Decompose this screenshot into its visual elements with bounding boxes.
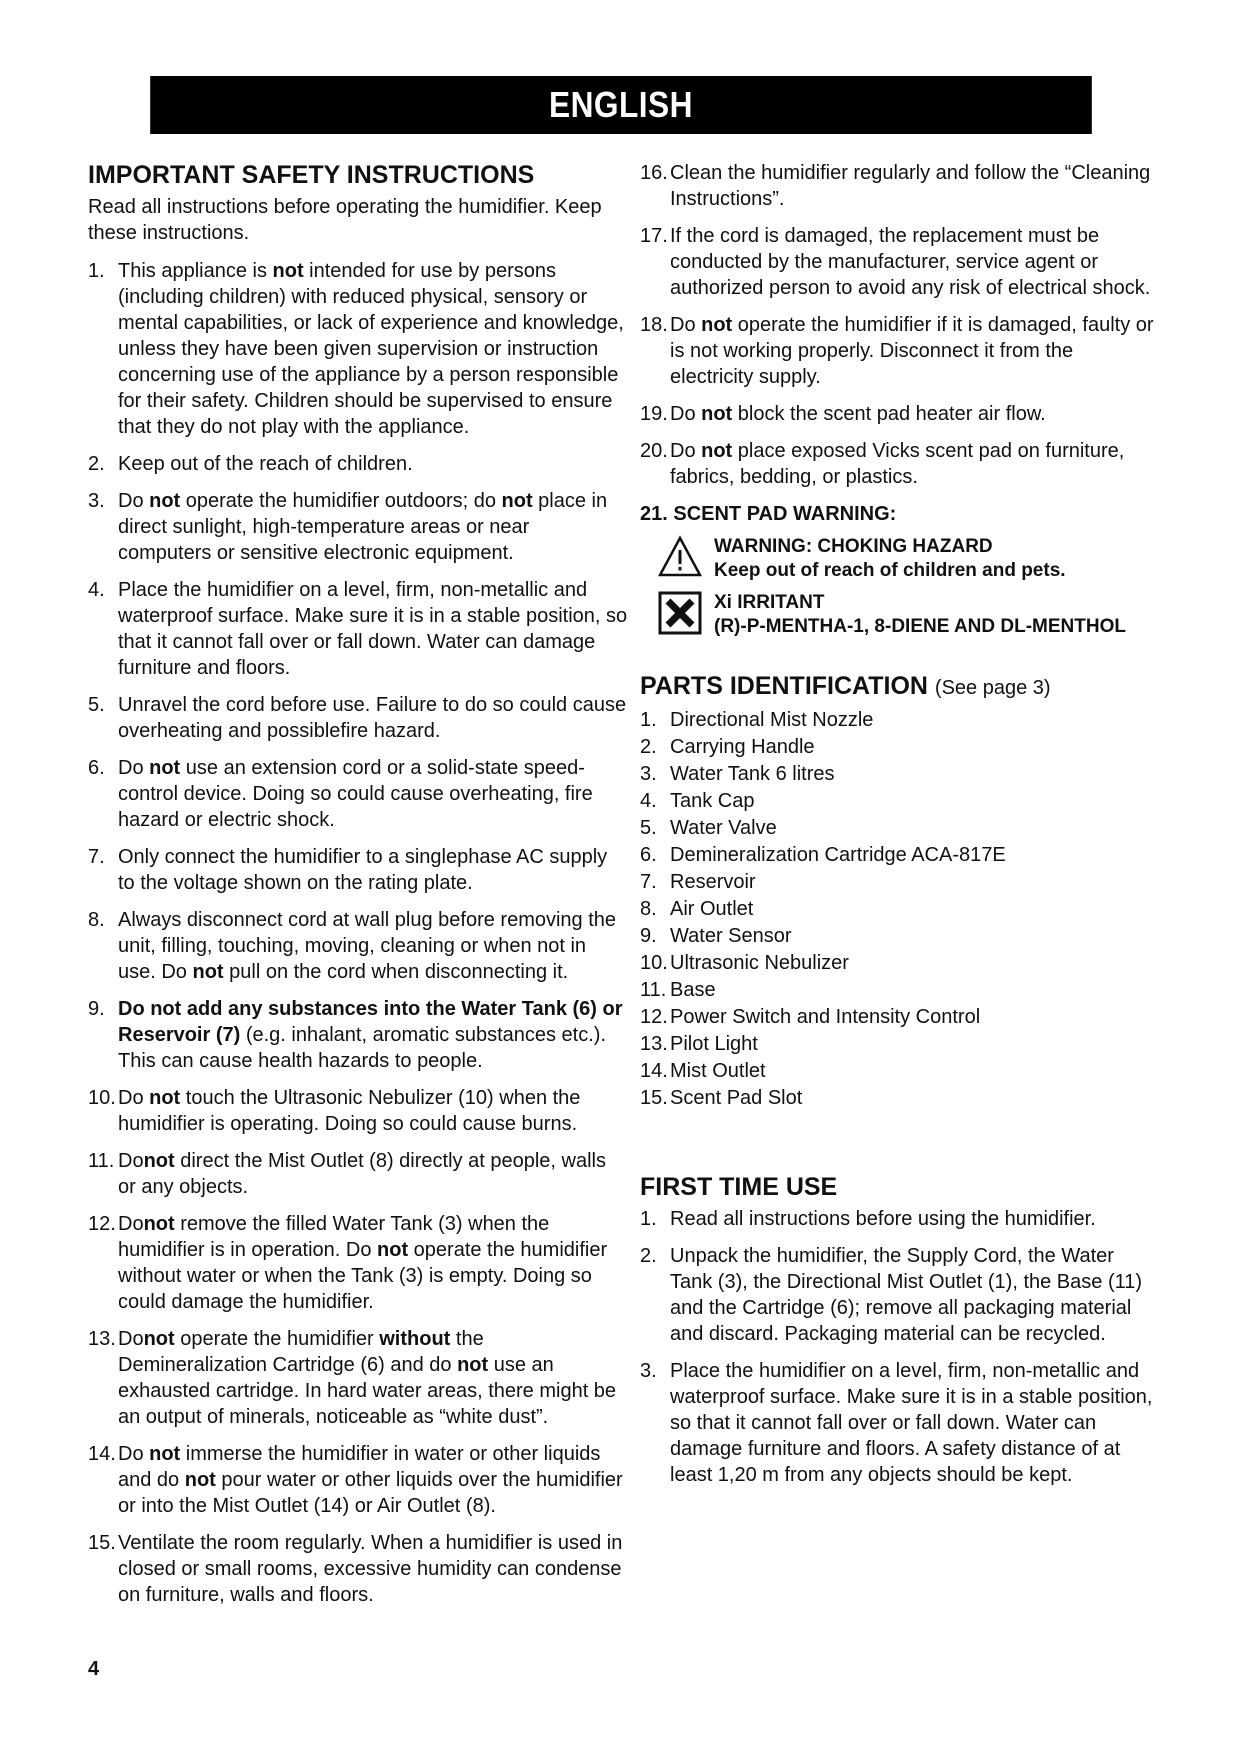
item-text: Water Sensor (670, 925, 792, 947)
item-text: Do not place exposed Vicks scent pad on furniture, fabrics, bedding, or plastics. (670, 440, 1125, 488)
item-text: Do not touch the Ultrasonic Nebulizer (10) when the humidifier is operating. Doing so could cause burns. (118, 1087, 581, 1135)
item-number: 2. (88, 453, 105, 475)
safety-title: IMPORTANT SAFETY INSTRUCTIONS (88, 161, 535, 189)
item-number: 2. (640, 736, 657, 758)
item-text: Do not block the scent pad heater air flow. (670, 403, 1046, 425)
list-item (640, 1031, 1160, 1057)
item-number: 4. (640, 790, 657, 812)
list-item (88, 451, 628, 477)
item-text: Unravel the cord before use. Failure to do so could cause overheating and possiblefire hazard. (118, 694, 627, 742)
list-item (88, 844, 628, 896)
item-number: 19. (640, 403, 668, 425)
item-text: Reservoir (670, 871, 756, 893)
item-number: 3. (640, 763, 657, 785)
item-text: Only connect the humidifier to a singlephase AC supply to the voltage shown on the rating plate. (118, 846, 608, 894)
parts-title (640, 671, 1160, 703)
safety-intro: Read all instructions before operating the humidifier. Keep these instructions. (88, 196, 602, 244)
item-number: 10. (88, 1087, 116, 1109)
item-number: 20. (640, 440, 668, 462)
irritant-warning (658, 591, 1160, 639)
item-number: 11. (640, 979, 667, 1001)
parts-title-text: PARTS IDENTIFICATION (640, 672, 928, 700)
item-number: 1. (640, 709, 657, 731)
list-item (640, 896, 1160, 922)
list-item (88, 692, 628, 744)
parts-subtitle: (See page 3) (934, 677, 1051, 699)
choking-warning (658, 535, 1160, 583)
item-text: Donot remove the filled Water Tank (3) when the humidifier is in operation. Do not operate the humidifier without water or when the Tank (3) is empty. Doing so could damage the humidifier. (118, 1213, 608, 1313)
list-item (640, 160, 1160, 212)
list-item (88, 996, 628, 1074)
list-item (640, 401, 1160, 427)
item-number: 16. (640, 162, 668, 184)
list-item (88, 755, 628, 833)
item-text: Do not immerse the humidifier in water or other liquids and do not pour water or other liquids over the humidifier or into the Mist Outlet (14) or Air Outlet (8). (118, 1443, 623, 1517)
list-item (88, 1211, 628, 1315)
list-item (640, 977, 1160, 1003)
item-number: 15. (640, 1087, 668, 1109)
item-text: Place the humidifier on a level, firm, non-metallic and waterproof surface. Make sure it is in a stable position, so that it cannot fall over or fall down. Water can damage furniture and floors. A safety distance of at least 1,20 m from any objects should be kept. (670, 1360, 1153, 1486)
item-number: 9. (640, 925, 657, 947)
item-number: 14. (640, 1060, 668, 1082)
item-text: Do not use an extension cord or a solid-state speed-control device. Doing so could cause overheating, fire hazard or electric shock. (118, 757, 593, 831)
item-number: 15. (88, 1532, 116, 1554)
item-text: Read all instructions before using the humidifier. (670, 1208, 1096, 1230)
choking-hazard-label: WARNING: CHOKING HAZARD (714, 536, 993, 557)
item-text: Demineralization Cartridge ACA-817E (670, 844, 1006, 866)
item-text: Unpack the humidifier, the Supply Cord, the Water Tank (3), the Directional Mist Outlet (1), the Base (11) and the Cartridge (6); remove all packaging material and discard. Packaging material can be recycled. (670, 1245, 1143, 1345)
item-number: 8. (88, 909, 105, 931)
list-item (88, 488, 628, 566)
item-text: Do not operate the humidifier if it is damaged, faulty or is not working properly. Disconnect it from the electricity supply. (670, 314, 1154, 388)
list-item (640, 923, 1160, 949)
item-number: 10. (640, 952, 668, 974)
item-text: Donot operate the humidifier without the Demineralization Cartridge (6) and do not use an exhausted cartridge. In hard water areas, there might be an output of minerals, noticeable as “white dust”. (118, 1328, 617, 1428)
item-text: Carrying Handle (670, 736, 815, 758)
item-text: Clean the humidifier regularly and follow the “Cleaning Instructions”. (670, 162, 1151, 210)
item-text: If the cord is damaged, the replacement must be conducted by the manufacturer, service agent or authorized person to avoid any risk of electrical shock. (670, 225, 1151, 299)
list-item (640, 761, 1160, 787)
item-text: Ventilate the room regularly. When a humidifier is used in closed or small rooms, excessive humidity can condense on furniture, walls and floors. (118, 1532, 623, 1606)
item-text: Pilot Light (670, 1033, 758, 1055)
item-number: 12. (88, 1213, 116, 1235)
right-column (640, 160, 1160, 1499)
item-text: Power Switch and Intensity Control (670, 1006, 981, 1028)
item-number: 13. (88, 1328, 116, 1350)
item-number: 4. (88, 579, 105, 601)
item-number: 2. (640, 1245, 657, 1267)
list-item (88, 1085, 628, 1137)
item-text: Base (670, 979, 716, 1001)
list-item (640, 438, 1160, 490)
list-item (640, 707, 1160, 733)
first-use-list (640, 1206, 1160, 1488)
list-item (640, 1058, 1160, 1084)
item-number: 7. (88, 846, 105, 868)
list-item (88, 907, 628, 985)
item-number: 1. (640, 1208, 657, 1230)
language-header: ENGLISH (150, 76, 1092, 134)
safety-list-continued (640, 160, 1160, 490)
list-item (640, 950, 1160, 976)
item-number: 13. (640, 1033, 668, 1055)
item-text: Always disconnect cord at wall plug before removing the unit, filling, touching, moving, cleaning or when not in use. Do not pull on the cord when disconnecting it. (118, 909, 617, 983)
scent-warning-heading: 21. SCENT PAD WARNING: (640, 503, 897, 525)
item-number: 9. (88, 998, 105, 1020)
item-number: 18. (640, 314, 668, 336)
choking-hazard-text: Keep out of reach of children and pets. (714, 560, 1066, 581)
item-text: Water Valve (670, 817, 777, 839)
left-column (88, 160, 628, 1619)
list-item (640, 1358, 1160, 1488)
list-item (640, 312, 1160, 390)
item-text: Place the humidifier on a level, firm, non-metallic and waterproof surface. Make sure it is in a stable position, so that it cannot fall over or fall down. Water can damage furniture and floors. (118, 579, 628, 679)
safety-list (88, 258, 628, 1608)
list-item (88, 1148, 628, 1200)
irritant-x-icon (658, 591, 702, 635)
item-text: Tank Cap (670, 790, 755, 812)
list-item (88, 1530, 628, 1608)
item-number: 7. (640, 871, 657, 893)
first-use-title: FIRST TIME USE (640, 1173, 838, 1201)
item-text: Keep out of the reach of children. (118, 453, 413, 475)
list-item (640, 869, 1160, 895)
item-number: 1. (88, 260, 105, 282)
list-item (640, 788, 1160, 814)
item-number: 17. (640, 225, 668, 247)
list-item (88, 577, 628, 681)
item-text: Donot direct the Mist Outlet (8) directly at people, walls or any objects. (118, 1150, 606, 1198)
item-number: 6. (640, 844, 657, 866)
irritant-substance: (R)-P-MENTHA-1, 8-DIENE AND DL-MENTHOL (714, 616, 1126, 637)
item-number: 5. (640, 817, 657, 839)
item-text: Air Outlet (670, 898, 754, 920)
item-text: Ultrasonic Nebulizer (670, 952, 849, 974)
irritant-label: Xi IRRITANT (714, 592, 825, 613)
page-number: 4 (88, 1658, 100, 1680)
list-item (640, 815, 1160, 841)
item-number: 5. (88, 694, 105, 716)
item-number: 14. (88, 1443, 116, 1465)
list-item (640, 1243, 1160, 1347)
list-item (88, 1441, 628, 1519)
list-item (640, 734, 1160, 760)
parts-list (640, 707, 1160, 1111)
item-number: 3. (640, 1360, 657, 1382)
list-item (640, 223, 1160, 301)
item-text: This appliance is not intended for use by persons (including children) with reduced physical, sensory or mental capabilities, or lack of experience and knowledge, unless they have been given supervision or instruction concerning use of the appliance by a person responsible for their safety. Children should be supervised to ensure that they do not play with the appliance. (118, 260, 624, 438)
list-item (640, 1206, 1160, 1232)
list-item (640, 1085, 1160, 1111)
item-number: 3. (88, 490, 105, 512)
item-text: Water Tank 6 litres (670, 763, 835, 785)
item-number: 6. (88, 757, 105, 779)
item-number: 11. (88, 1150, 115, 1172)
item-text: Mist Outlet (670, 1060, 766, 1082)
item-number: 8. (640, 898, 657, 920)
list-item (88, 258, 628, 440)
list-item (88, 1326, 628, 1430)
item-text: Do not operate the humidifier outdoors; do not place in direct sunlight, high-temperature areas or near computers or sensitive electronic equipment. (118, 490, 608, 564)
item-text: Directional Mist Nozzle (670, 709, 874, 731)
item-number: 12. (640, 1006, 668, 1028)
item-text: Do not add any substances into the Water Tank (6) or Reservoir (7) (e.g. inhalant, aromatic substances etc.). This can cause health hazards to people. (118, 998, 623, 1072)
list-item (640, 842, 1160, 868)
item-text: Scent Pad Slot (670, 1087, 803, 1109)
list-item (640, 1004, 1160, 1030)
warning-triangle-icon (658, 535, 702, 579)
